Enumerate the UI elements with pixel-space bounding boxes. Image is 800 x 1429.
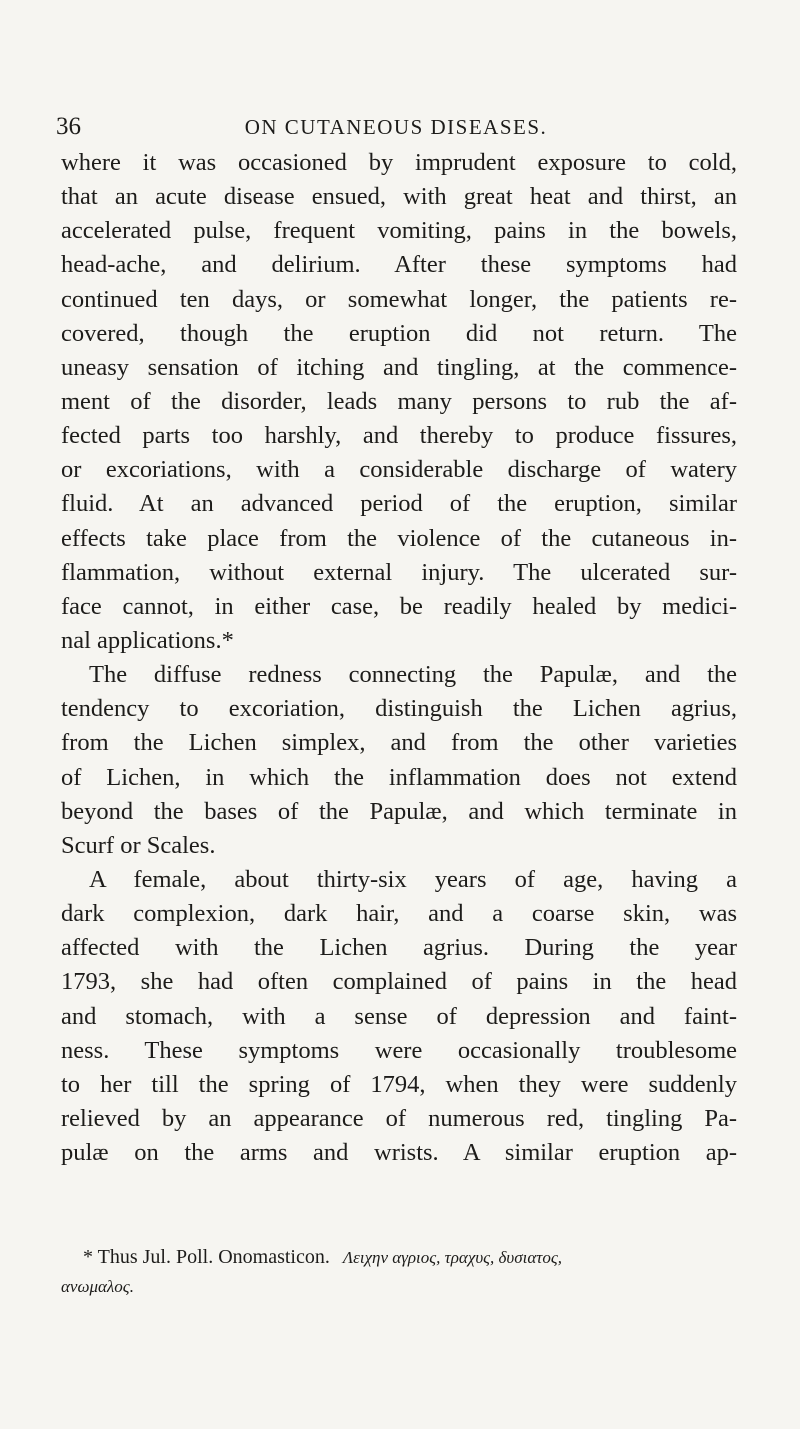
text-line: dark complexion, dark hair, and a coarse skin, was [61,900,737,928]
text-line: beyond the bases of the Papulæ, and which terminate in [61,797,737,825]
text-line: 1793, she had often complained of pains in the head [61,968,737,996]
footnote [61,1243,741,1301]
footnote-line [61,1272,741,1301]
text-line: flammation, without external injury. The ulcerated sur- [61,558,737,586]
text-line: to her till the spring of 1794, when they were suddenly [61,1070,737,1098]
text-line: of Lichen, in which the inflammation does not extend [61,763,737,791]
text-line: covered, though the eruption did not return. The [61,319,737,347]
text-line: tendency to excoriation, distinguish the Lichen agrius, [61,695,737,723]
text-line: effects take place from the violence of the cutaneous in- [61,524,737,552]
page-number: 36 [56,113,81,140]
text-line: that an acute disease ensued, with great heat and thirst, an [61,183,737,211]
text-line: uneasy sensation of itching and tingling, at the commence- [61,353,737,381]
footnote-line [61,1243,741,1272]
text-line: affected with the Lichen agrius. During the year [61,934,737,962]
footnote-text: * Thus Jul. Poll. Onomasticon. [83,1246,330,1268]
text-line: A female, about thirty-six years of age, having a [89,865,737,893]
running-title: ON CUTANEOUS DISEASES. [244,115,548,139]
text-line: head-ache, and delirium. After these symptoms had [61,251,737,279]
text-line: The diffuse redness connecting the Papulæ, and the [89,661,737,689]
text-line: fluid. At an advanced period of the eruption, similar [61,490,737,518]
text-line: where it was occasioned by imprudent exposure to cold, [61,149,737,176]
text-line: fected parts too harshly, and thereby to produce fissures, [61,422,737,450]
body-text [61,146,737,1170]
text-line: face cannot, in either case, be readily healed by medici- [61,592,737,620]
text-line: accelerated pulse, frequent vomiting, pains in the bowels, [61,217,737,245]
page-header [56,112,736,142]
text-line: from the Lichen simplex, and from the other varieties [61,729,737,757]
text-line: or excoriations, with a considerable discharge of watery [61,456,737,484]
footnote-greek-continued: ανωμαλος. [61,1277,134,1296]
text-line: and stomach, with a sense of depression and faint- [61,1002,737,1030]
text-line: ment of the disorder, leads many persons to rub the af- [61,387,737,415]
text-line: nal applications.* [61,626,234,654]
text-line: Scurf or Scales. [61,831,216,859]
text-line: continued ten days, or somewhat longer, the patients re- [61,285,737,313]
text-line: pulæ on the arms and wrists. A similar eruption ap- [61,1139,737,1167]
footnote-greek: Λειχην αγριος, τραχυς, δυσιατος, [342,1248,562,1267]
text-line: ness. These symptoms were occasionally troublesome [61,1036,737,1064]
text-line: relieved by an appearance of numerous red, tingling Pa- [61,1104,737,1132]
